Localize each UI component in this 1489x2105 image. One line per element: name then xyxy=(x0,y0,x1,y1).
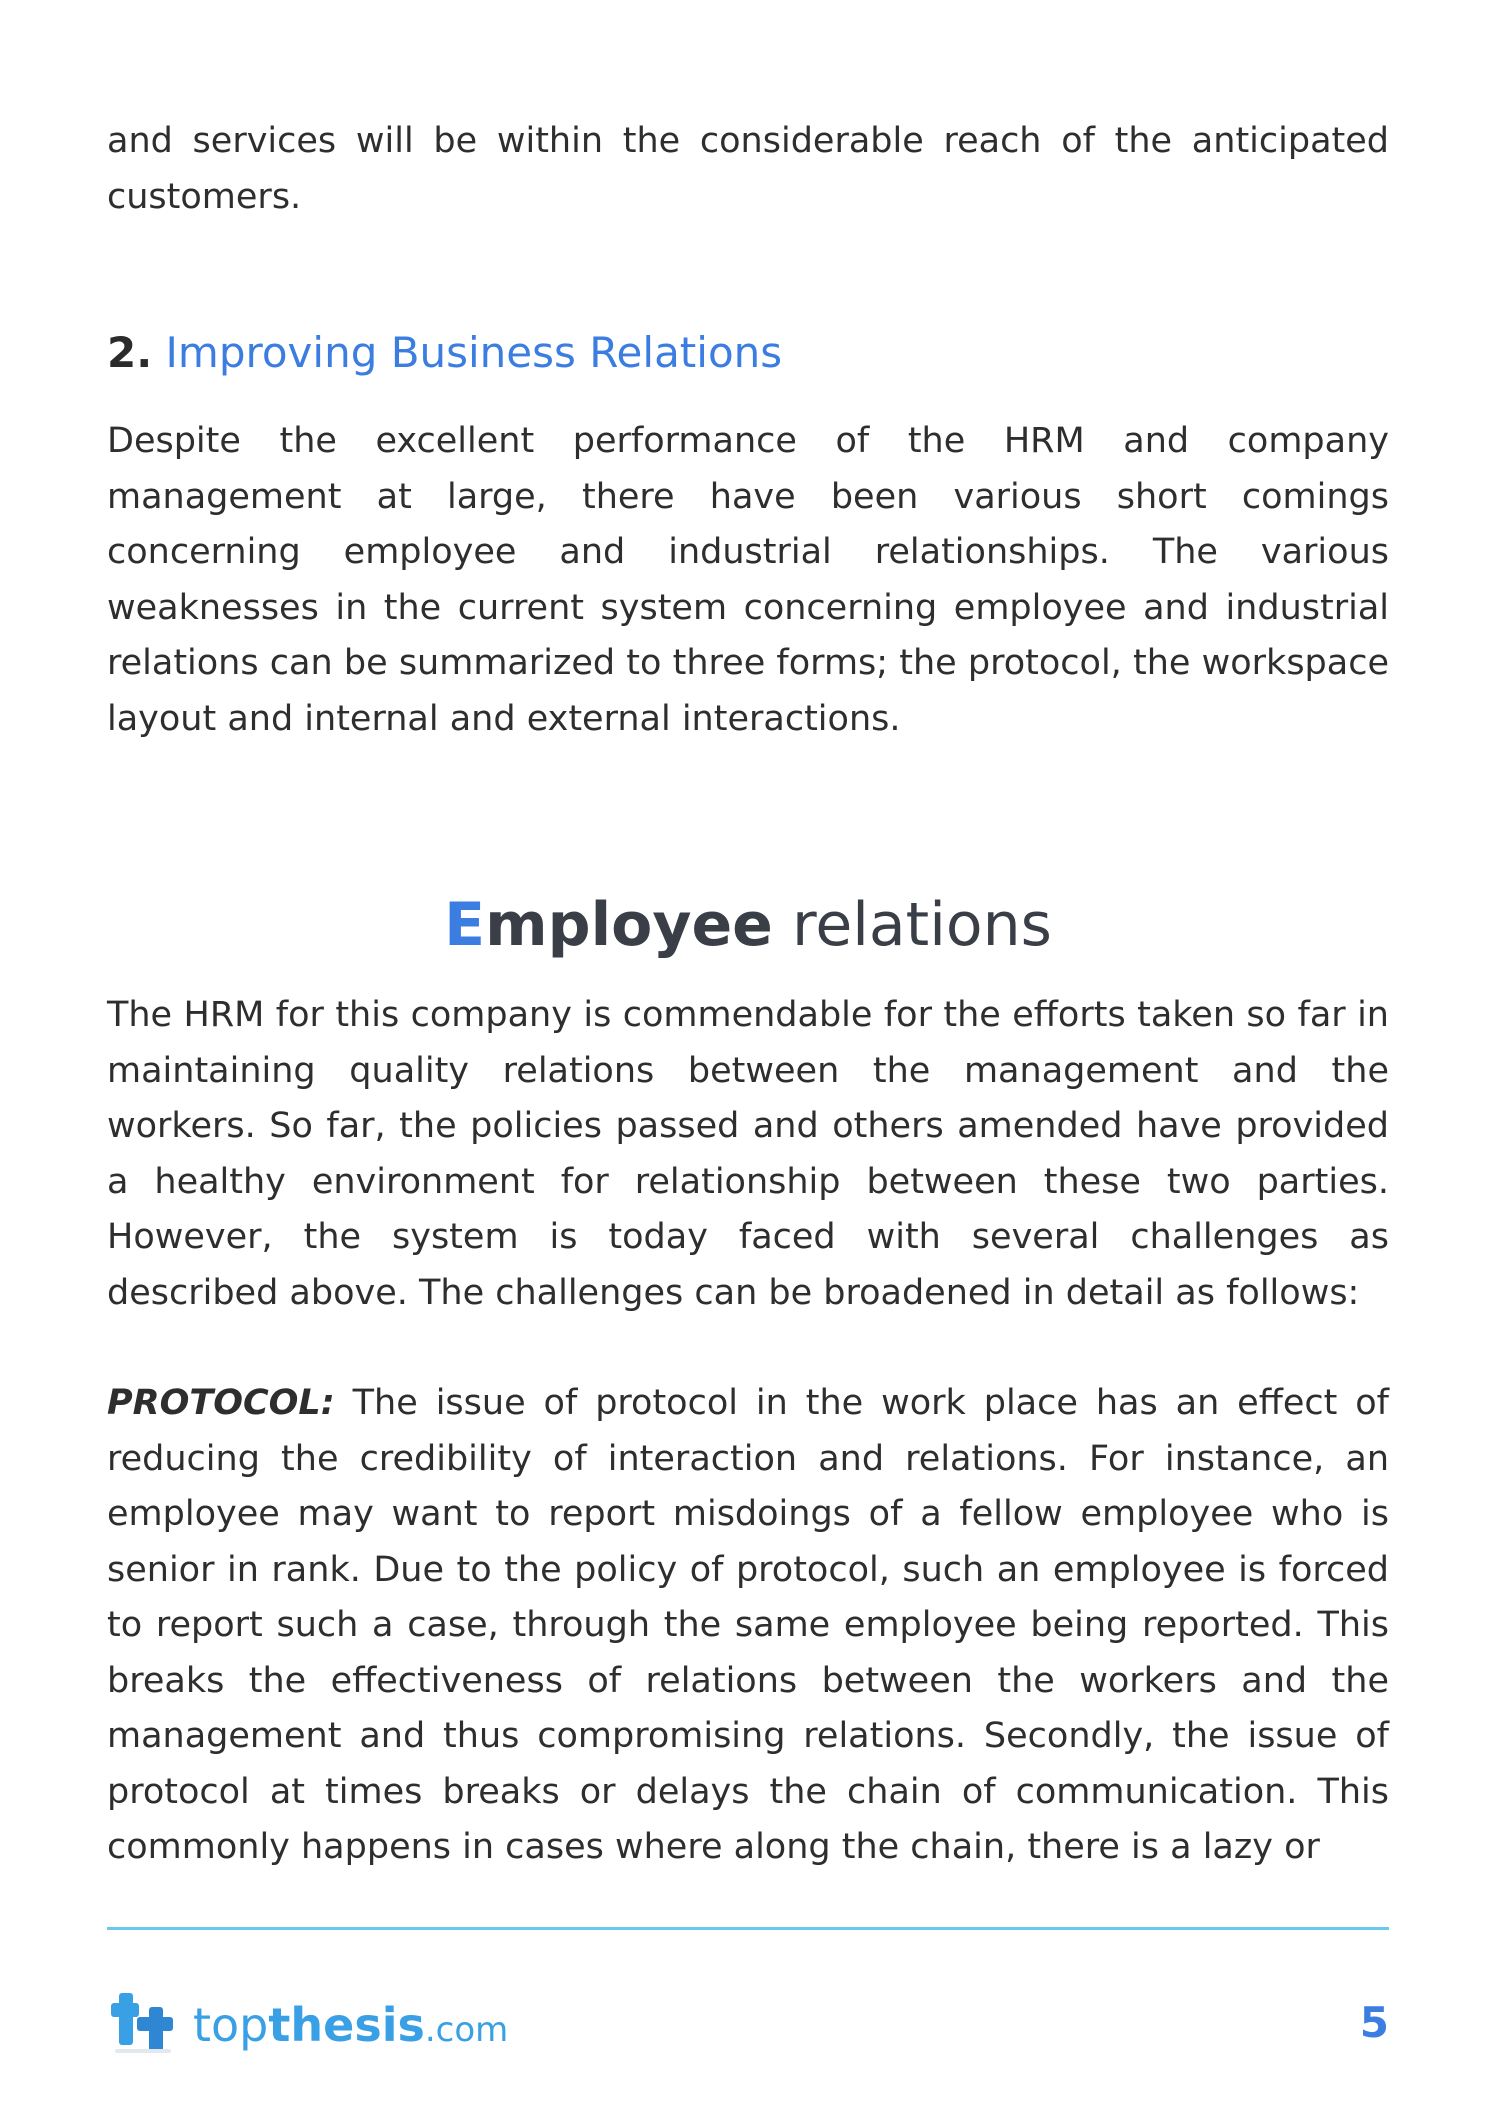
logo-text-domain: .com xyxy=(424,2010,509,2050)
section-paragraph: Despite the excellent performance of the HRM and company management at large, there have been various short comings concerning employee and industrial relationships. The various weaknesses in the current system concerning employee and industrial relations can be summarized to three forms; the protocol, the workspace layout and internal and external interactions. xyxy=(107,421,1389,739)
employee-relations-heading xyxy=(107,890,1389,960)
logo-text-light: top xyxy=(193,1998,269,2052)
protocol-paragraph xyxy=(107,1376,1389,1876)
protocol-lead: PROTOCOL: xyxy=(107,1383,335,1423)
footer-divider xyxy=(107,1927,1389,1930)
section-heading xyxy=(107,328,782,377)
intro-paragraph: and services will be within the considerable reach of the anticipated customers. xyxy=(107,121,1389,217)
section-title: Improving Business Relations xyxy=(165,328,783,377)
heading-bold-part: mployee xyxy=(485,890,773,960)
section-number: 2. xyxy=(107,328,153,377)
protocol-text: The issue of protocol in the work place has an effect of reducing the credibility of interaction and relations. For instance, an employee may want to report misdoings of a fellow employee who is senior in rank. Due to the policy of protocol, such an employee is forced to report such a case, through the same employee being reported. This breaks the effectiveness of relations between the workers and the management and thus compromising relations. Secondly, the issue of protocol at times breaks or delays the chain of communication. This commonly happens in cases where along the chain, there is a lazy or xyxy=(107,1383,1389,1867)
topthesis-logo[interactable] xyxy=(107,1985,508,2065)
heading-accent-letter: E xyxy=(444,890,486,960)
logo-text-bold: thesis xyxy=(268,1998,425,2052)
logo-mark-icon xyxy=(107,1989,179,2061)
logo-wordmark xyxy=(193,1998,508,2052)
heading-rest: relations xyxy=(772,890,1052,960)
employee-relations-paragraph: The HRM for this company is commendable for the efforts taken so far in maintaining quality relations between the management and the workers. So far, the policies passed and others amended have provided a healthy environment for relationship between these two parties. However, the system is today faced with several challenges as described above. The challenges can be broadened in detail as follows: xyxy=(107,995,1389,1313)
page-number: 5 xyxy=(1359,1998,1389,2047)
